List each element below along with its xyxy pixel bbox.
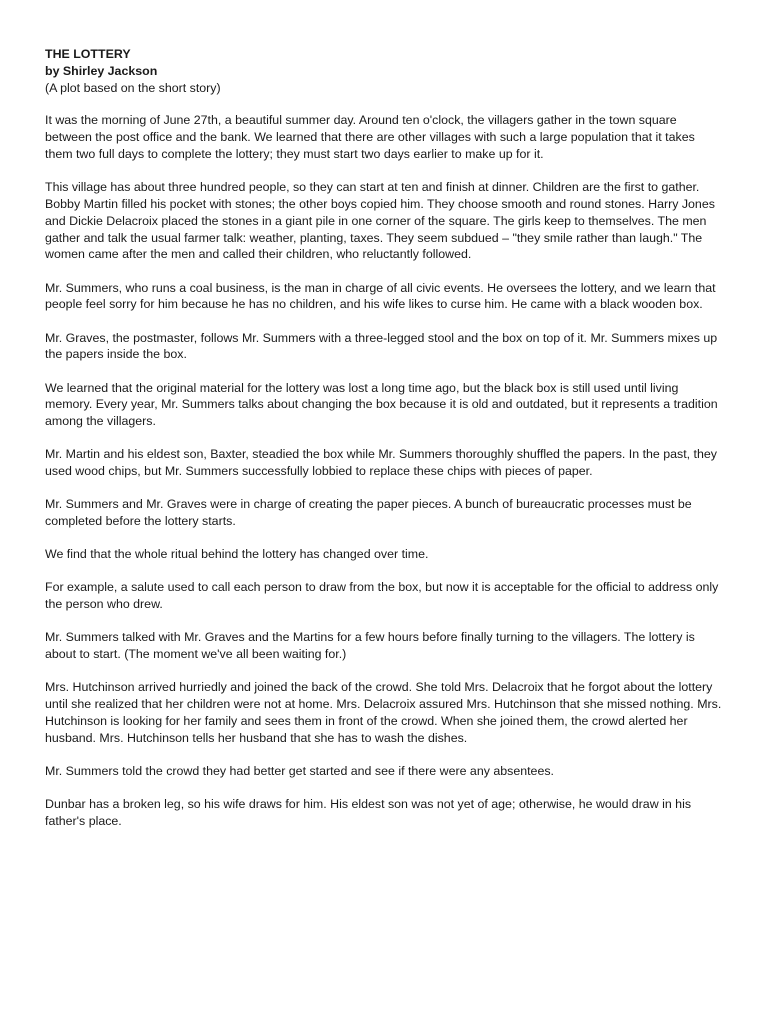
paragraph-2: This village has about three hundred people, so they can start at ten and finish at dinner. Children are the first to gather. Bobby Martin filled his pocket with stones; the other boys copied him. They choose smooth and round stones. Harry Jones and Dickie Delacroix placed the stones in a giant pile in one corner of the square. The girls keep to themselves. The men gather and talk the usual farmer talk: weather, planting, taxes. They seem subdued – "they smile rather than laugh." The women came after the men and called their children, who reluctantly followed.: [45, 180, 715, 262]
paragraph-8: We find that the whole ritual behind the lottery has changed over time.: [45, 547, 429, 562]
paragraph-13: Dunbar has a broken leg, so his wife draws for him. His eldest son was not yet of age; otherwise, he would draw in his father's place.: [45, 797, 692, 828]
document-subtitle: (A plot based on the short story): [45, 80, 221, 95]
document-title: THE LOTTERY: [45, 47, 131, 61]
title-block: [45, 46, 725, 96]
paragraph-7: Mr. Summers and Mr. Graves were in charge of creating the paper pieces. A bunch of bureaucratic processes must be completed before the lottery starts.: [45, 497, 692, 529]
paragraph-1: It was the morning of June 27th, a beautiful summer day. Around ten o'clock, the villagers gather in the town square between the post office and the bank. We learned that there are other villages with such a large population that it takes them two full days to complete the lottery; they must start two days earlier to make up for it.: [45, 113, 695, 161]
paragraph-3: Mr. Summers, who runs a coal business, is the man in charge of all civic events. He oversees the lottery, and we learn that people feel sorry for him because he has no children, and his wife likes to curse him. He came with a black wooden box.: [45, 280, 716, 312]
paragraph-5: We learned that the original material for the lottery was lost a long time ago, but the black box is still used until living memory. Every year, Mr. Summers talks about changing the box because it is old and outdated, but it represents a tradition among the villagers.: [45, 380, 718, 429]
paragraph-9: For example, a salute used to call each person to draw from the box, but now it is acceptable for the official to address only the person who drew.: [45, 580, 719, 612]
paragraph-11: Mrs. Hutchinson arrived hurriedly and joined the back of the crowd. She told Mrs. Delacroix that he forgot about the lottery until she realized that her children were not at home. Mrs. Delacroix assured Mrs. Hutchinson that she missed nothing. Mrs. Hutchinson is looking for her family and sees them in front of the crowd. When she joined them, the crowd alerted her husband. Mrs. Hutchinson tells her husband that she has to wash the dishes.: [45, 680, 722, 745]
paragraph-12: Mr. Summers told the crowd they had better get started and see if there were any absentees.: [45, 764, 554, 778]
paragraph-4: Mr. Graves, the postmaster, follows Mr. Summers with a three-legged stool and the box on top of it. Mr. Summers mixes up the papers inside the box.: [45, 330, 718, 362]
paragraph-6: Mr. Martin and his eldest son, Baxter, steadied the box while Mr. Summers thoroughly shuffled the papers. In the past, they used wood chips, but Mr. Summers successfully lobbied to replace these chips with pieces of paper.: [45, 447, 717, 479]
document-author: by Shirley Jackson: [45, 63, 158, 78]
document-page: [45, 46, 725, 846]
paragraph-10: Mr. Summers talked with Mr. Graves and the Martins for a few hours before finally turning to the villagers. The lottery is about to start. (The moment we've all been waiting for.): [45, 630, 695, 662]
